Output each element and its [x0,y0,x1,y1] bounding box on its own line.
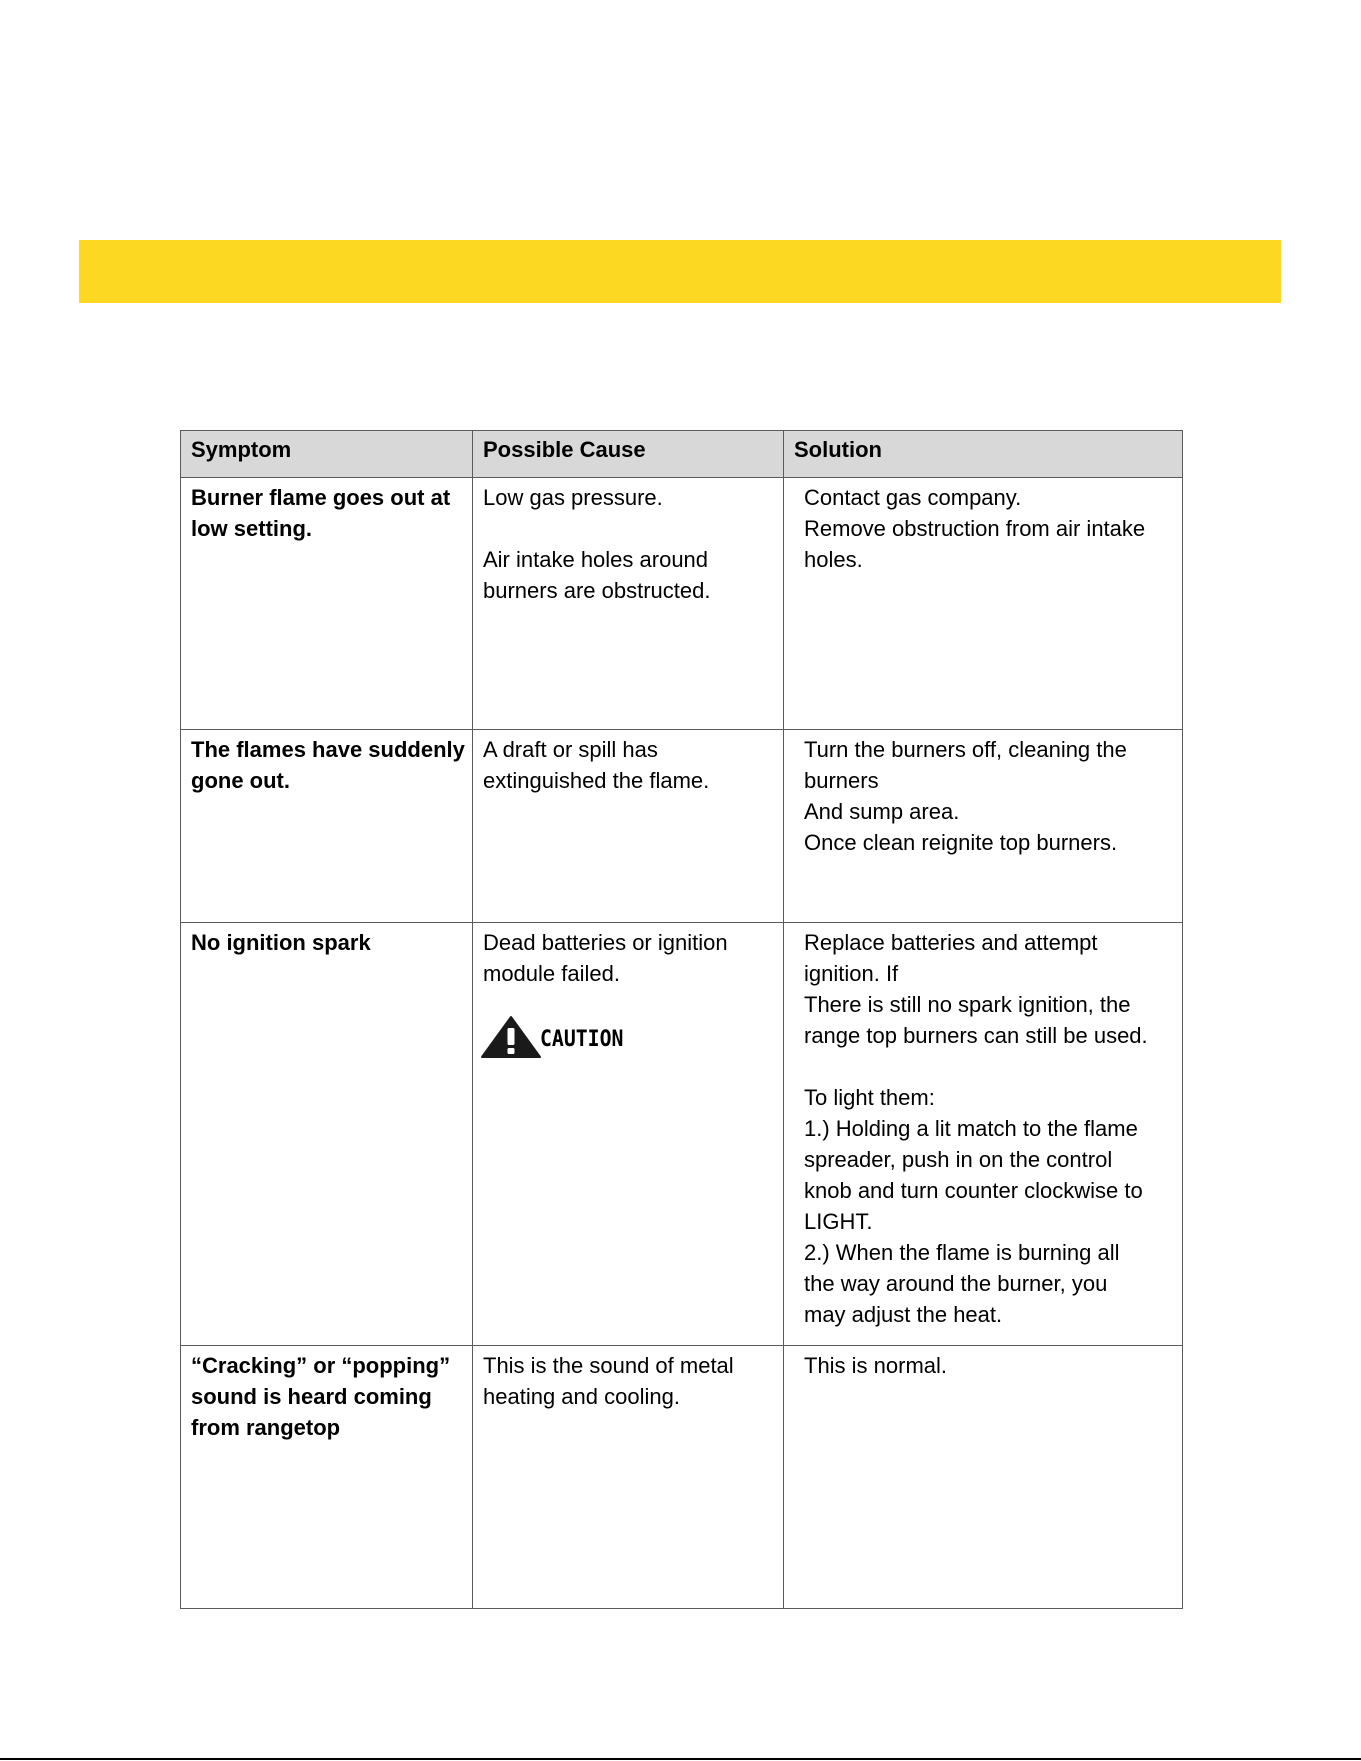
text-line: from rangetop [191,1415,341,1440]
text-line: range top burners can still be used. [804,1023,1148,1048]
text-line: may adjust the heat. [804,1302,1003,1327]
solution-cell [784,923,1183,1346]
caution-text: CAUTION [540,1027,624,1052]
text-line: sound is heard coming [191,1384,432,1409]
text-line: No ignition spark [191,930,371,955]
text-line: Burner flame goes out at [191,485,451,510]
symptom-cell [181,923,473,1346]
text-line: 2.) When the flame is burning all [804,1240,1120,1265]
text-line: Turn the burners off, cleaning the [804,737,1127,762]
cause-cell [473,730,784,923]
text-line: Air intake holes around [483,547,709,572]
troubleshooting-table [180,430,1183,1609]
page-bottom-rule [0,1758,1361,1760]
text-line: knob and turn counter clockwise to [804,1178,1143,1203]
warning-triangle-icon [480,1015,542,1059]
text-line: Dead batteries or ignition [483,930,728,955]
text-line: Remove obstruction from air intake [804,516,1146,541]
header-solution: Solution [784,431,1183,478]
text-line: ignition. If [804,961,899,986]
text-line: LIGHT. [804,1209,873,1234]
text-line: spreader, push in on the control [804,1147,1113,1172]
text-line: “Cracking” or “popping” [191,1353,451,1378]
symptom-cell [181,1346,473,1609]
text-line: And sump area. [804,799,960,824]
text-line: This is normal. [804,1353,948,1378]
text-line: gone out. [191,768,290,793]
table-row [181,923,1183,1346]
text-line: low setting. [191,516,312,541]
solution-cell [784,1346,1183,1609]
table-row [181,478,1183,730]
section-banner [79,240,1281,303]
text-line: This is the sound of metal [483,1353,734,1378]
table-row [181,730,1183,923]
solution-cell [784,478,1183,730]
text-line: There is still no spark ignition, the [804,992,1131,1017]
cause-cell [473,923,784,1346]
header-symptom: Symptom [181,431,473,478]
table-header-row [181,431,1183,478]
text-line: 1.) Holding a lit match to the flame [804,1116,1138,1141]
text-line: The flames have suddenly [191,737,465,762]
symptom-cell [181,730,473,923]
symptom-cell [181,478,473,730]
text-line: Contact gas company. [804,485,1022,510]
header-possible-cause: Possible Cause [473,431,784,478]
table-row [181,1346,1183,1609]
cause-cell [473,478,784,730]
text-line: burners are obstructed. [483,578,711,603]
text-line: Once clean reignite top burners. [804,830,1118,855]
text-line: A draft or spill has [483,737,658,762]
text-line: To light them: [804,1085,935,1110]
text-line: Replace batteries and attempt [804,930,1098,955]
cause-cell [473,1346,784,1609]
blank-line [804,1051,1174,1082]
solution-cell [784,730,1183,923]
caution-label [480,1015,633,1059]
blank-line [483,513,773,544]
text-line: heating and cooling. [483,1384,680,1409]
text-line: the way around the burner, you [804,1271,1108,1296]
text-line: holes. [804,547,863,572]
text-line: Low gas pressure. [483,485,663,510]
text-line: burners [804,768,879,793]
text-line: extinguished the flame. [483,768,710,793]
text-line: module failed. [483,961,620,986]
